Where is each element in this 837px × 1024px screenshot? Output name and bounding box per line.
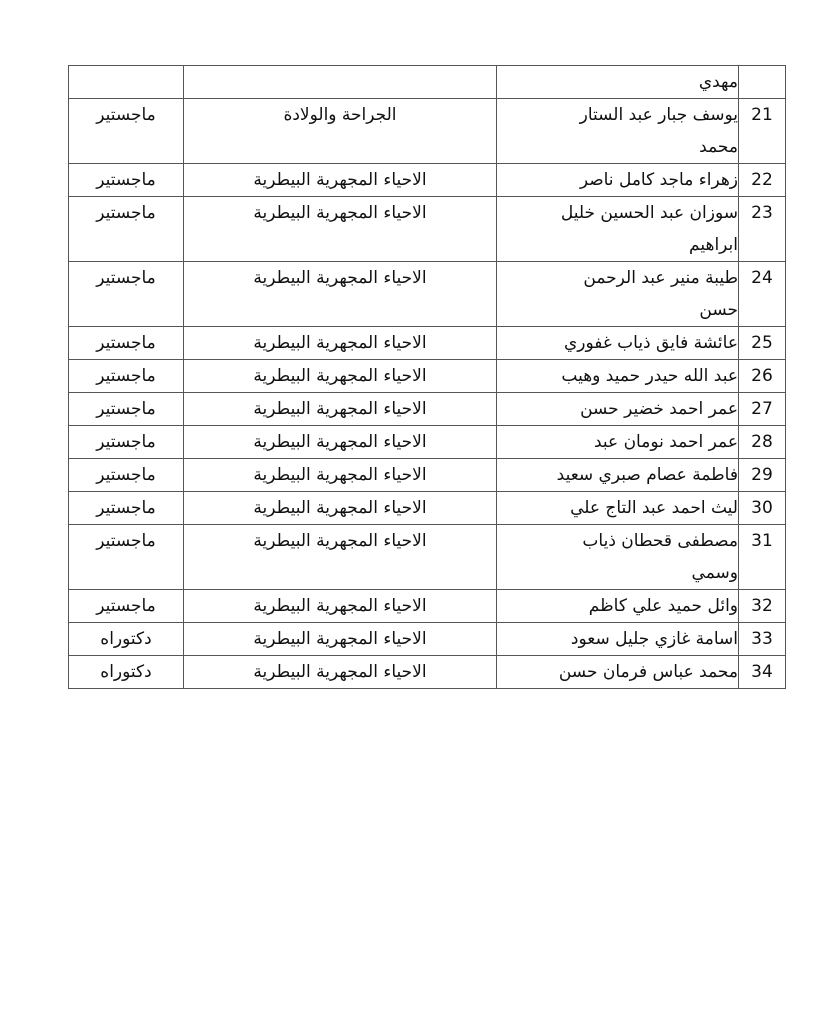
department-cell: الاحياء المجهرية البيطرية: [184, 327, 497, 360]
row-number-cell: 29: [739, 459, 786, 492]
name-cell: [497, 164, 739, 197]
degree-cell: ماجستير: [69, 459, 184, 492]
row-number-cell: 34: [739, 656, 786, 689]
department-cell: الاحياء المجهرية البيطرية: [184, 525, 497, 590]
department-cell: الاحياء المجهرية البيطرية: [184, 656, 497, 689]
name-cell: [497, 99, 739, 164]
name-line: عبد الله حيدر حميد وهيب: [561, 366, 738, 386]
row-number-cell: 33: [739, 623, 786, 656]
name-line: وائل حميد علي كاظم: [588, 596, 738, 616]
name-cell: [497, 327, 739, 360]
degree-cell: ماجستير: [69, 197, 184, 262]
table-row-continuation: [69, 66, 786, 99]
table-row: [69, 393, 786, 426]
department-cell: الاحياء المجهرية البيطرية: [184, 197, 497, 262]
name-line: اسامة غازي جليل سعود: [570, 629, 738, 649]
row-number-cell: 23: [739, 197, 786, 262]
department-cell: الاحياء المجهرية البيطرية: [184, 492, 497, 525]
table-row: [69, 426, 786, 459]
table-row: [69, 492, 786, 525]
degree-cell: ماجستير: [69, 393, 184, 426]
row-number-cell: 28: [739, 426, 786, 459]
degree-cell: دكتوراه: [69, 623, 184, 656]
department-cell: الاحياء المجهرية البيطرية: [184, 393, 497, 426]
row-number-cell: 27: [739, 393, 786, 426]
table-row: [69, 164, 786, 197]
row-number-cell: 25: [739, 327, 786, 360]
table-row: [69, 99, 786, 164]
table-row: [69, 262, 786, 327]
row-number-cell: 21: [739, 99, 786, 164]
name-line: عائشة فايق ذياب غفوري: [563, 333, 738, 353]
name-line: مهدي: [698, 72, 738, 92]
table-row: [69, 656, 786, 689]
row-number-cell: 24: [739, 262, 786, 327]
name-line: عمر احمد خضير حسن: [580, 399, 738, 419]
name-cell: [497, 360, 739, 393]
name-line: مصطفى قحطان ذياب: [582, 531, 738, 551]
department-cell: الاحياء المجهرية البيطرية: [184, 426, 497, 459]
records-table-body: [69, 66, 786, 689]
row-number-cell: 26: [739, 360, 786, 393]
row-number-cell: 32: [739, 590, 786, 623]
degree-cell: ماجستير: [69, 327, 184, 360]
name-cell: [497, 656, 739, 689]
table-row: [69, 623, 786, 656]
table-row: [69, 590, 786, 623]
department-cell: الاحياء المجهرية البيطرية: [184, 590, 497, 623]
name-line: عمر احمد نومان عبد: [593, 432, 738, 452]
table-row: [69, 360, 786, 393]
name-cell: [497, 426, 739, 459]
degree-cell: دكتوراه: [69, 656, 184, 689]
degree-cell: ماجستير: [69, 164, 184, 197]
name-cell: [497, 197, 739, 262]
records-table: [68, 65, 786, 689]
table-row: [69, 197, 786, 262]
row-number-cell: 22: [739, 164, 786, 197]
row-number-cell: [739, 66, 786, 99]
department-cell: الاحياء المجهرية البيطرية: [184, 459, 497, 492]
degree-cell: ماجستير: [69, 99, 184, 164]
name-cell: [497, 492, 739, 525]
name-cell: [497, 66, 739, 99]
department-cell: الجراحة والولادة: [184, 99, 497, 164]
department-cell: [184, 66, 497, 99]
department-cell: الاحياء المجهرية البيطرية: [184, 360, 497, 393]
name-cell: [497, 525, 739, 590]
name-cell: [497, 262, 739, 327]
name-line: يوسف جبار عبد الستار: [579, 105, 738, 125]
department-cell: الاحياء المجهرية البيطرية: [184, 164, 497, 197]
name-line: طيبة منير عبد الرحمن: [583, 268, 738, 288]
row-number-cell: 30: [739, 492, 786, 525]
name-line: فاطمة عصام صبري سعيد: [556, 465, 738, 485]
degree-cell: ماجستير: [69, 525, 184, 590]
name-line: محمد: [699, 137, 738, 157]
department-cell: الاحياء المجهرية البيطرية: [184, 262, 497, 327]
name-line: زهراء ماجد كامل ناصر: [579, 170, 738, 190]
name-line: محمد عباس فرمان حسن: [558, 662, 738, 682]
table-row: [69, 525, 786, 590]
table-row: [69, 459, 786, 492]
degree-cell: ماجستير: [69, 426, 184, 459]
name-cell: [497, 459, 739, 492]
name-line: ابراهيم: [689, 235, 738, 255]
degree-cell: ماجستير: [69, 492, 184, 525]
department-cell: الاحياء المجهرية البيطرية: [184, 623, 497, 656]
name-line: ليث احمد عبد التاج علي: [570, 498, 738, 518]
table-row: [69, 327, 786, 360]
name-cell: [497, 393, 739, 426]
degree-cell: ماجستير: [69, 360, 184, 393]
name-cell: [497, 590, 739, 623]
degree-cell: ماجستير: [69, 262, 184, 327]
name-cell: [497, 623, 739, 656]
row-number-cell: 31: [739, 525, 786, 590]
degree-cell: ماجستير: [69, 590, 184, 623]
degree-cell: [69, 66, 184, 99]
name-line: حسن: [699, 300, 738, 320]
name-line: سوزان عبد الحسين خليل: [560, 203, 738, 223]
name-line: وسمي: [691, 563, 738, 583]
